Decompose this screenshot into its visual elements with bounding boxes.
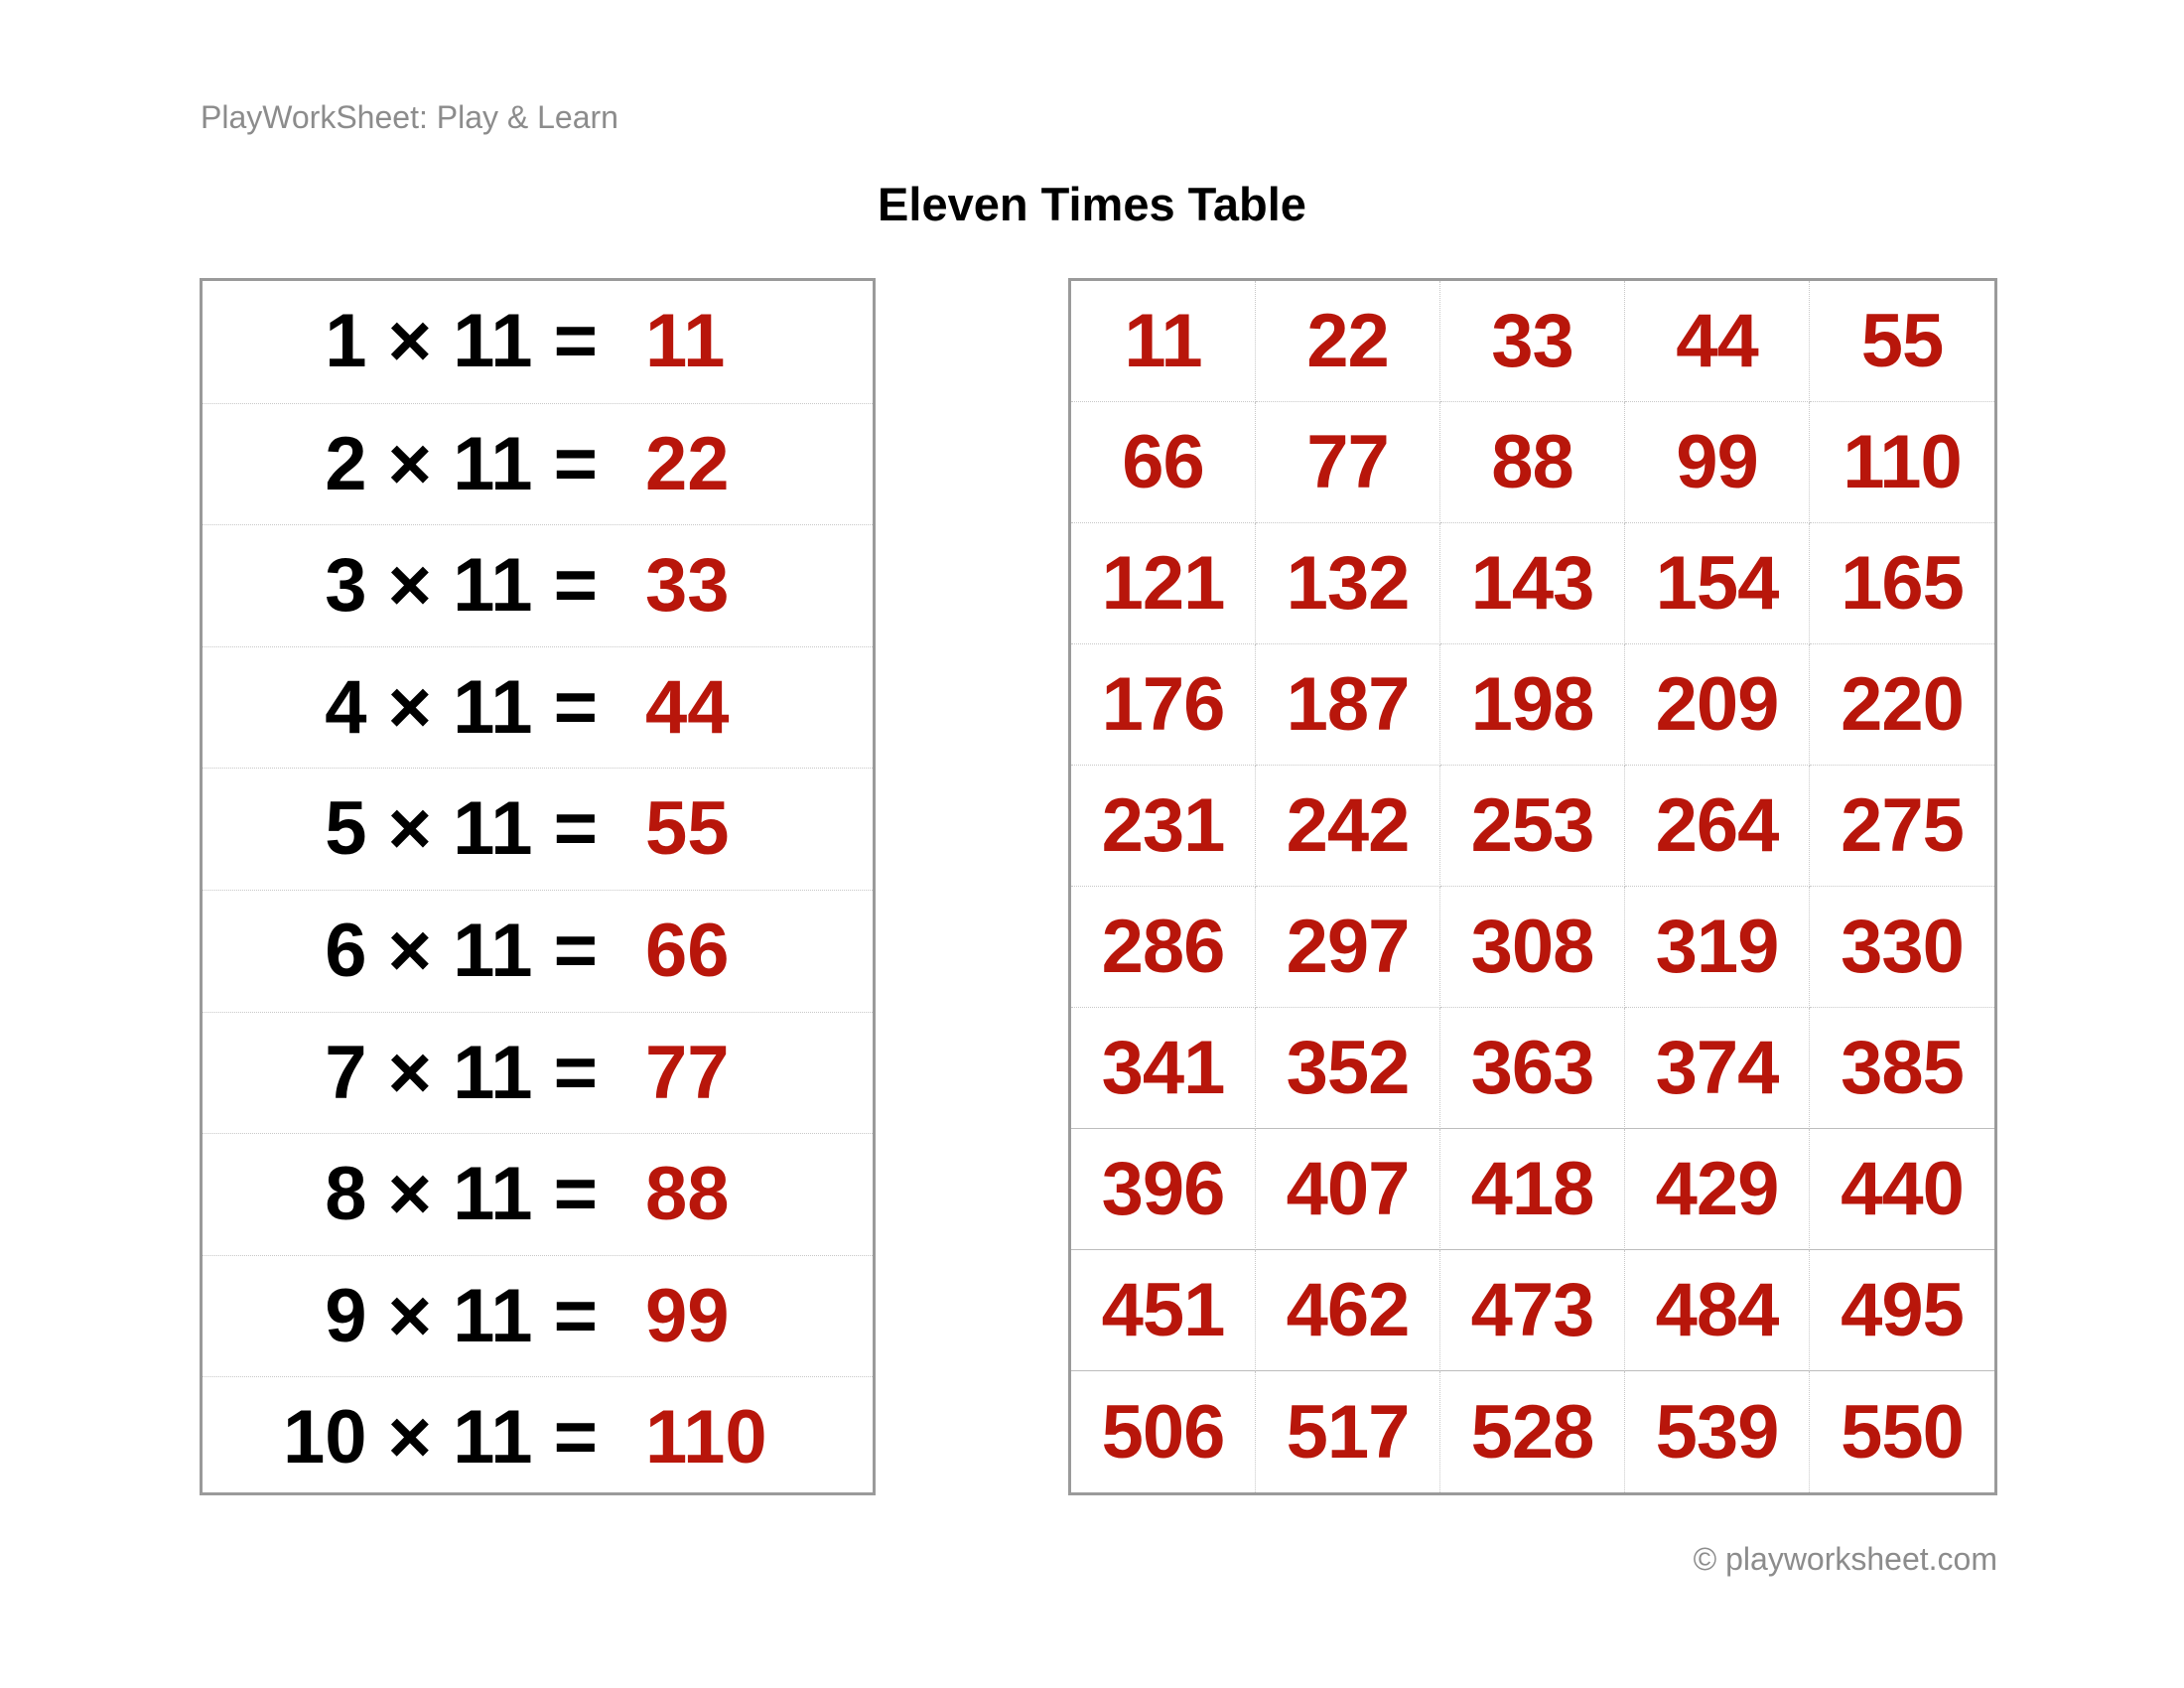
multiple-cell: 440 bbox=[1810, 1129, 1994, 1250]
equation-result: 110 bbox=[645, 1395, 767, 1480]
multiple-cell: 99 bbox=[1625, 402, 1810, 523]
multiple-cell: 187 bbox=[1256, 644, 1440, 766]
multiple-cell: 110 bbox=[1810, 402, 1994, 523]
equation-expression: 1 × 11 = bbox=[325, 299, 598, 383]
equation-result: 44 bbox=[645, 664, 730, 750]
multiple-cell: 451 bbox=[1071, 1250, 1256, 1371]
multiple-cell: 198 bbox=[1440, 644, 1625, 766]
equation-expression: 5 × 11 = bbox=[325, 786, 598, 872]
multiple-cell: 473 bbox=[1440, 1250, 1625, 1371]
equation-row bbox=[203, 1012, 873, 1134]
multiple-cell: 550 bbox=[1841, 1389, 1964, 1475]
equation-row bbox=[203, 281, 873, 403]
multiple-cell: 55 bbox=[1810, 281, 1994, 402]
multiple-cell: 66 bbox=[1071, 402, 1256, 523]
multiple-cell: 385 bbox=[1810, 1008, 1994, 1129]
page-title: Eleven Times Table bbox=[878, 178, 1306, 230]
multiple-cell: 374 bbox=[1625, 1008, 1810, 1129]
equation-row bbox=[203, 768, 873, 890]
equation-expression: 7 × 11 = bbox=[325, 1030, 598, 1115]
multiple-cell: 77 bbox=[1256, 402, 1440, 523]
multiple-cell: 297 bbox=[1256, 887, 1440, 1008]
multiple-cell: 363 bbox=[1440, 1008, 1625, 1129]
multiple-cell: 88 bbox=[1440, 402, 1625, 523]
multiple-cell: 253 bbox=[1440, 766, 1625, 887]
multiple-cell: 154 bbox=[1625, 523, 1810, 644]
equation-expression: 6 × 11 = bbox=[325, 909, 598, 993]
multiple-cell: 528 bbox=[1440, 1371, 1625, 1492]
multiple-cell: 275 bbox=[1810, 766, 1994, 887]
equation-expression: 9 × 11 = bbox=[325, 1273, 598, 1358]
equation-table bbox=[200, 278, 876, 1495]
multiple-cell: 22 bbox=[1256, 281, 1440, 402]
equation-result: 99 bbox=[645, 1273, 730, 1358]
equation-result: 22 bbox=[645, 421, 730, 506]
multiple-cell: 121 bbox=[1071, 523, 1256, 644]
equation-row bbox=[203, 890, 873, 1012]
multiple-cell: 396 bbox=[1071, 1129, 1256, 1250]
multiple-cell: 11 bbox=[1071, 281, 1256, 402]
multiple-cell: 44 bbox=[1625, 281, 1810, 402]
equation-result: 55 bbox=[645, 786, 730, 872]
equation-expression: 4 × 11 = bbox=[325, 664, 598, 750]
multiple-cell: 495 bbox=[1810, 1250, 1994, 1371]
multiple-cell: 132 bbox=[1256, 523, 1440, 644]
multiple-cell: 506 bbox=[1071, 1371, 1256, 1492]
multiple-cell: 429 bbox=[1625, 1129, 1810, 1250]
equation-expression: 3 × 11 = bbox=[325, 543, 598, 629]
copyright-footer: © playworksheet.com bbox=[1693, 1541, 1997, 1577]
multiple-cell: 286 bbox=[1071, 887, 1256, 1008]
multiple-cell: 33 bbox=[1440, 281, 1625, 402]
multiple-cell: 330 bbox=[1810, 887, 1994, 1008]
multiple-cell: 209 bbox=[1625, 644, 1810, 766]
equation-result: 66 bbox=[645, 909, 730, 993]
multiple-cell: 176 bbox=[1071, 644, 1256, 766]
multiple-cell: 418 bbox=[1440, 1129, 1625, 1250]
multiple-cell: 407 bbox=[1256, 1129, 1440, 1250]
multiple-cell: 539 bbox=[1625, 1371, 1810, 1492]
equation-expression: 8 × 11 = bbox=[325, 1152, 598, 1237]
multiple-cell: 220 bbox=[1810, 644, 1994, 766]
brand-header: PlayWorkSheet: Play & Learn bbox=[201, 99, 618, 135]
equation-row bbox=[203, 1255, 873, 1377]
multiple-cell: 462 bbox=[1256, 1250, 1440, 1371]
multiple-cell: 264 bbox=[1625, 766, 1810, 887]
multiple-cell: 143 bbox=[1440, 523, 1625, 644]
equation-result: 11 bbox=[645, 299, 726, 383]
multiple-cell: 231 bbox=[1071, 766, 1256, 887]
multiple-cell: 517 bbox=[1256, 1371, 1440, 1492]
equation-row bbox=[203, 1376, 873, 1498]
equation-row bbox=[203, 524, 873, 646]
multiple-cell: 308 bbox=[1440, 887, 1625, 1008]
equation-result: 33 bbox=[645, 543, 730, 629]
equation-row bbox=[203, 1133, 873, 1255]
equation-result: 77 bbox=[645, 1030, 730, 1115]
multiples-grid bbox=[1068, 278, 1997, 1495]
equation-result: 88 bbox=[645, 1152, 730, 1237]
multiple-cell: 319 bbox=[1625, 887, 1810, 1008]
multiple-cell: 352 bbox=[1256, 1008, 1440, 1129]
multiple-cell: 165 bbox=[1810, 523, 1994, 644]
multiple-cell: 484 bbox=[1625, 1250, 1810, 1371]
equation-row bbox=[203, 646, 873, 769]
multiple-cell: 242 bbox=[1256, 766, 1440, 887]
equation-row bbox=[203, 403, 873, 525]
multiple-cell: 341 bbox=[1071, 1008, 1256, 1129]
equation-expression: 2 × 11 = bbox=[325, 421, 598, 506]
equation-expression: 10 × 11 = bbox=[283, 1395, 598, 1480]
